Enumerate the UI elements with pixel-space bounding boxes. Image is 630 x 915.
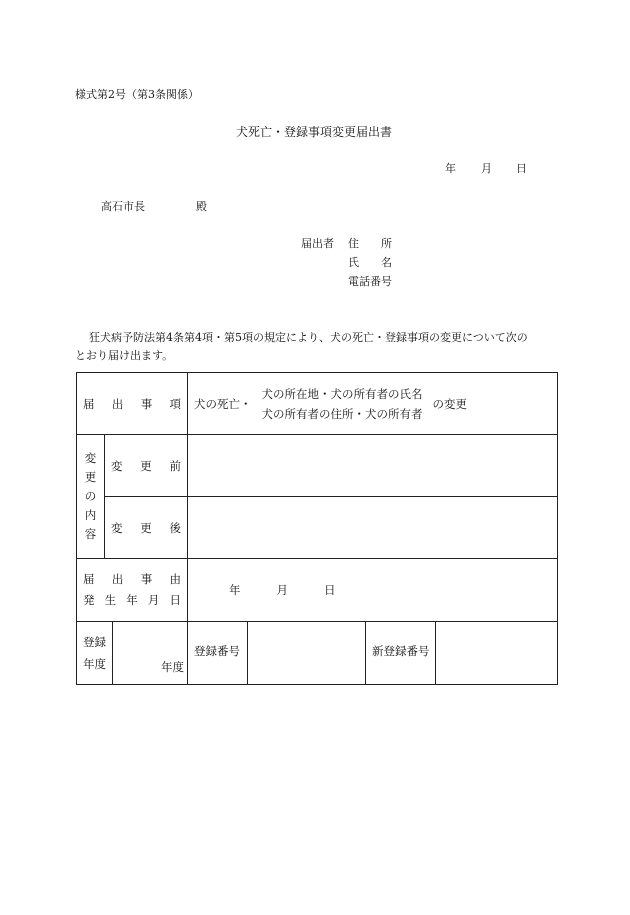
occurrence-char: 届 <box>83 572 95 586</box>
statement-line-1: 狂犬病予防法第4条第4項・第5項の規定により、犬の死亡・登録事項の変更について次の <box>89 331 528 344</box>
change-content-char: 変 <box>84 451 97 465</box>
notify-item-label-cell <box>77 373 188 435</box>
after-label-cell <box>105 497 188 559</box>
registration-year-label-cell <box>77 622 113 685</box>
registration-year-label-line1: 登録 <box>83 635 106 649</box>
occurrence-month-label: 月 <box>276 583 289 597</box>
notifier-name-label: 氏 名 <box>348 256 392 269</box>
before-char: 前 <box>169 458 182 473</box>
table-row-change-after <box>77 497 558 559</box>
new-registration-number-value-cell[interactable] <box>436 622 558 685</box>
occurrence-day-label: 日 <box>324 583 336 597</box>
table-row-registration <box>77 622 558 685</box>
notify-item-options-cell <box>188 373 558 435</box>
occurrence-char: 発 <box>83 593 95 607</box>
table-row-change-before <box>77 435 558 497</box>
change-content-char: 更 <box>84 470 97 484</box>
registration-year-value-cell[interactable] <box>113 622 188 685</box>
registration-year-label-line2: 年度 <box>83 657 106 671</box>
change-content-char: の <box>84 489 97 503</box>
after-value-cell[interactable] <box>188 497 558 559</box>
notify-item-char: 項 <box>169 396 182 411</box>
date-year-label: 年 <box>445 162 456 175</box>
registration-number-value-cell[interactable] <box>248 622 366 685</box>
death-label: 犬の死亡・ <box>194 396 252 411</box>
mayor-label: 高石市長 <box>101 200 145 213</box>
occurrence-char: 生 <box>104 593 117 607</box>
after-char: 変 <box>111 520 123 535</box>
change-content-label-cell <box>77 435 105 559</box>
change-suffix-label: の変更 <box>432 396 468 411</box>
option-owner-address: 犬の所有者の住所・犬の所有者 <box>261 406 423 421</box>
new-registration-number-label-cell <box>366 622 436 685</box>
table-row-occurrence-date <box>77 559 558 622</box>
statement-line-2: とおり届け出ます。 <box>75 349 174 362</box>
before-label-cell <box>105 435 188 497</box>
date-day-label: 日 <box>516 162 527 175</box>
occurrence-char: 由 <box>169 572 182 586</box>
notify-item-char: 出 <box>111 396 124 411</box>
registration-number-label-cell <box>188 622 248 685</box>
occurrence-char: 出 <box>111 572 124 586</box>
occurrence-label-cell <box>77 559 188 622</box>
before-char: 変 <box>111 458 123 473</box>
registration-number-label: 登録番号 <box>194 644 241 658</box>
change-content-char: 内 <box>84 508 97 522</box>
occurrence-char: 年 <box>126 593 138 607</box>
notifier-address-label: 住 所 <box>348 237 392 250</box>
change-content-char: 容 <box>84 527 97 541</box>
occurrence-char: 月 <box>147 593 160 607</box>
notify-item-char: 届 <box>83 396 95 411</box>
notifier-phone-label: 電話番号 <box>348 275 392 288</box>
form-title: 犬死亡・登録事項変更届出書 <box>236 125 393 139</box>
occurrence-char: 事 <box>140 572 153 586</box>
option-location-owner-name: 犬の所在地・犬の所有者の氏名 <box>261 386 423 401</box>
after-char: 更 <box>140 520 152 535</box>
notify-item-char: 事 <box>140 396 153 411</box>
before-value-cell[interactable] <box>188 435 558 497</box>
registration-year-unit: 年度 <box>161 660 185 674</box>
date-month-label: 月 <box>481 162 492 175</box>
before-char: 更 <box>140 458 152 473</box>
notifier-label: 届出者 <box>301 237 334 250</box>
occurrence-char: 日 <box>169 593 181 607</box>
table-row-notify-item <box>77 373 558 435</box>
honorific-label: 殿 <box>196 200 207 213</box>
after-char: 後 <box>169 520 182 535</box>
new-registration-number-label: 新登録番号 <box>372 644 430 658</box>
occurrence-year-label: 年 <box>229 583 241 597</box>
occurrence-date-cell[interactable] <box>188 559 558 622</box>
notification-table <box>76 372 558 685</box>
form-number: 様式第2号（第3条関係） <box>75 88 199 101</box>
